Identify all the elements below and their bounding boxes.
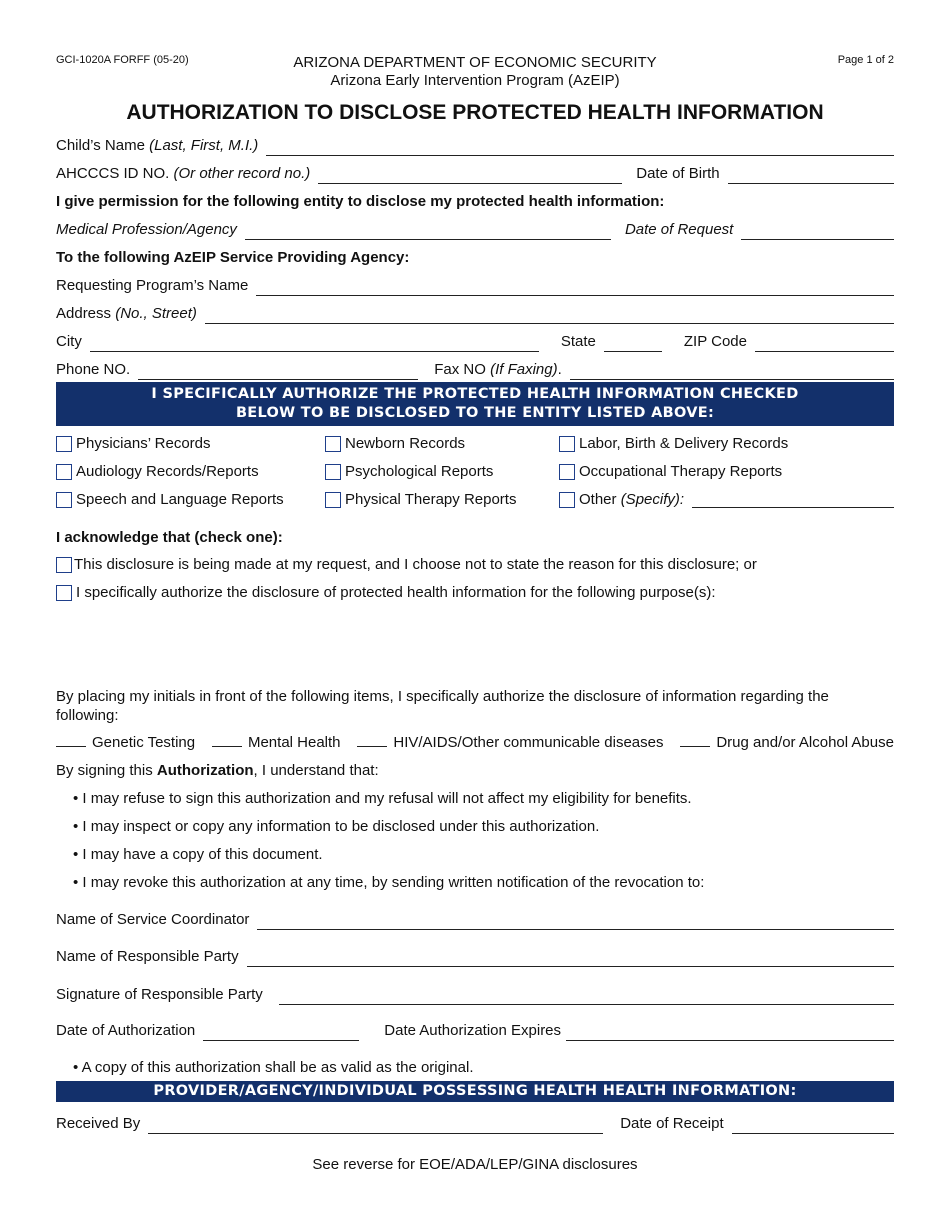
fax-hint: (If Faxing) [490,361,558,378]
received-by-label: Received By [56,1115,141,1132]
psychological-reports-option[interactable] [325,463,493,481]
authorize-banner-line2: BELOW TO BE DISCLOSED TO THE ENTITY LISTED ABOVE: [235,405,715,421]
date-request-label: Date of Request [624,221,734,238]
authorize-banner-line1: I SPECIFICALLY AUTHORIZE THE PROTECTED HEALTH INFORMATION CHECKED [151,386,799,402]
department-name: ARIZONA DEPARTMENT OF ECONOMIC SECURITY [293,54,657,71]
option-label: Physicians’ Records [76,435,211,452]
speech-language-option[interactable] [56,491,284,509]
requesting-program-label: Requesting Program’s Name [56,277,249,294]
physicians-records-option[interactable] [56,435,211,453]
dob-field[interactable] [728,169,894,184]
hiv-initials-field[interactable] [357,732,387,747]
bullet-item: • I may inspect or copy any information to be disclosed under this authorization. [73,818,600,835]
zip-field[interactable] [755,337,894,352]
permission-text: I give permission for the following entity to disclose my protected health information: [56,193,665,210]
child-name-field[interactable] [266,141,894,156]
child-name-label: Child’s Name [56,137,145,154]
initials-row [56,733,894,753]
phone-row [56,360,894,380]
child-name-hint: (Last, First, M.I.) [149,137,259,154]
option-label: Psychological Reports [345,463,494,480]
fax-label: Fax NO [434,361,486,378]
child-name-row [56,136,894,156]
program-name: Arizona Early Intervention Program (AzEIP) [330,72,620,89]
page-title: AUTHORIZATION TO DISCLOSE PROTECTED HEALTH INFORMATION [126,101,824,124]
genetic-testing-item [56,732,195,753]
signing-intro [56,761,894,781]
to-agency-text: To the following AzEIP Service Providing Agency: [56,249,410,266]
signing-bold: Authorization [156,762,254,779]
option-label: I specifically authorize the disclosure of protected health information for the following purpose(s): [76,584,716,601]
zip-label: ZIP Code [683,333,747,350]
hiv-item [357,732,663,753]
dob-label: Date of Birth [636,165,720,182]
checkbox[interactable] [559,464,575,480]
ahcccs-hint: (Or other record no.) [173,165,311,182]
form-code: GCI-1020A FORFF (05-20) [56,54,189,66]
bullet-item: • I may revoke this authorization at any time, by sending written notification of the revocation to: [73,874,705,891]
coordinator-field[interactable] [257,915,894,930]
other-specify-field[interactable] [692,493,894,508]
coordinator-row [56,910,894,930]
authorization-dates-row [56,1021,894,1041]
occupational-therapy-option[interactable] [559,463,782,481]
date-expires-label: Date Authorization Expires [384,1022,562,1039]
ahcccs-row [56,164,894,184]
checkbox[interactable] [56,585,72,601]
item-label: HIV/AIDS/Other communicable diseases [393,734,664,751]
option-label: Occupational Therapy Reports [579,463,783,480]
fax-field[interactable] [570,365,894,380]
acknowledge-option-purpose[interactable] [56,584,716,602]
checkbox[interactable] [56,464,72,480]
drug-alcohol-item [680,732,894,753]
newborn-records-option[interactable] [325,435,465,453]
other-option[interactable] [559,491,894,509]
copy-note: • A copy of this authorization shall be as valid as the original. [73,1059,474,1076]
item-label: Drug and/or Alcohol Abuse [716,734,894,751]
responsible-signature-label: Signature of Responsible Party [56,986,263,1003]
phone-label: Phone NO. [56,361,131,378]
acknowledge-option-request[interactable] [56,556,757,574]
item-label: Mental Health [247,734,341,751]
labor-records-option[interactable] [559,435,788,453]
item-label: Genetic Testing [92,734,196,751]
phone-field[interactable] [138,365,418,380]
acknowledge-heading: I acknowledge that (check one): [56,529,283,546]
medical-agency-label: Medical Profession/Agency [56,221,237,238]
mental-health-item [212,732,341,753]
date-receipt-label: Date of Receipt [620,1115,724,1132]
date-request-field[interactable] [741,225,894,240]
received-by-field[interactable] [148,1119,603,1134]
initials-intro: By placing my initials in front of the following items, I specifically authorize the disclosure of information regarding the following: [56,688,829,724]
responsible-name-field[interactable] [247,952,894,967]
genetic-initials-field[interactable] [56,732,86,747]
medical-agency-field[interactable] [245,225,611,240]
other-hint: (Specify): [620,491,685,508]
option-label: Speech and Language Reports [76,491,284,508]
responsible-signature-field[interactable] [279,990,894,1005]
checkbox[interactable] [559,492,575,508]
ahcccs-field[interactable] [318,169,622,184]
checkbox[interactable] [56,492,72,508]
checkbox[interactable] [325,436,341,452]
footer-note: See reverse for EOE/ADA/LEP/GINA disclosures [312,1156,638,1173]
address-label: Address [56,305,112,322]
mental-initials-field[interactable] [212,732,242,747]
responsible-signature-row [56,985,894,1005]
state-label: State [560,333,596,350]
address-row [56,304,894,324]
date-authorization-label: Date of Authorization [56,1022,196,1039]
address-hint: (No., Street) [115,305,197,322]
ahcccs-label: AHCCCS ID NO. [56,165,170,182]
date-receipt-field[interactable] [732,1119,894,1134]
date-expires-field[interactable] [566,1026,894,1041]
receipt-row [56,1114,894,1134]
option-label: Newborn Records [345,435,466,452]
option-label: Physical Therapy Reports [345,491,517,508]
page-number: Page 1 of 2 [837,54,894,66]
city-field[interactable] [90,337,539,352]
responsible-name-row [56,947,894,967]
requesting-program-field[interactable] [256,281,894,296]
checkbox[interactable] [559,436,575,452]
option-label: Audiology Records/Reports [76,463,259,480]
fax-dot: . [557,361,562,378]
checkbox[interactable] [56,436,72,452]
checkbox[interactable] [325,492,341,508]
physical-therapy-option[interactable] [325,491,516,509]
provider-banner: PROVIDER/AGENCY/INDIVIDUAL POSSESSING HEALTH HEALTH INFORMATION: [56,1081,894,1102]
option-label: This disclosure is being made at my request, and I choose not to state the reason for this disclosure; or [74,556,757,573]
state-field[interactable] [604,337,662,352]
signing-post: , I understand that: [253,762,379,779]
requesting-program-row [56,276,894,296]
option-label: Labor, Birth & Delivery Records [579,435,789,452]
option-label: Other [579,491,617,508]
drug-initials-field[interactable] [680,732,710,747]
authorize-banner [56,382,894,426]
checkbox[interactable] [56,557,72,573]
coordinator-label: Name of Service Coordinator [56,911,250,928]
bullet-item: • I may have a copy of this document. [73,846,323,863]
responsible-name-label: Name of Responsible Party [56,948,239,965]
city-row [56,332,894,352]
audiology-records-option[interactable] [56,463,259,481]
checkbox[interactable] [325,464,341,480]
bullet-item: • I may refuse to sign this authorization and my refusal will not affect my eligibility for benefits. [73,790,692,807]
medical-agency-row [56,220,894,240]
date-authorization-field[interactable] [203,1026,359,1041]
signing-pre: By signing this [56,762,157,779]
address-field[interactable] [205,309,894,324]
city-label: City [56,333,82,350]
